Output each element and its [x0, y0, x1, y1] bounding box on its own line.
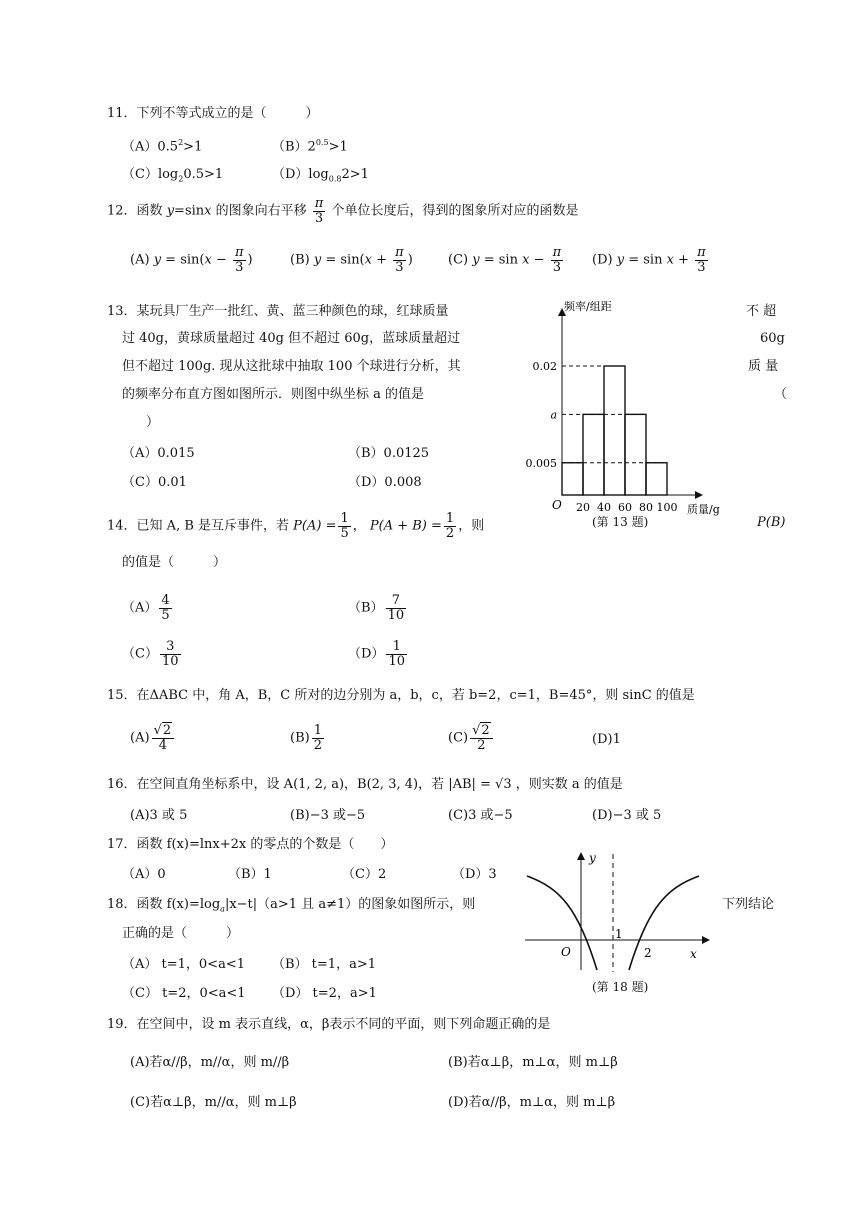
x-tick-60: 60 [618, 501, 632, 514]
q13-line3: 但不超过 100g. 现从这批球中抽取 100 个球进行分析，其 [122, 359, 461, 374]
q16-option-d: (D)−3 或 5 [592, 808, 662, 823]
q18-option-d: （D） t=2，a>1 [272, 986, 377, 1001]
q17-option-b: （B）1 [228, 867, 272, 882]
q13-line1: 13．某玩具厂生产一批红、黄、蓝三种颜色的球，红球质量 [107, 304, 449, 319]
q12-option-b: (B) y = sin(x + $\frac{\pi}{3}$ ) [290, 245, 413, 275]
q13-option-d: （D）0.008 [348, 475, 422, 490]
x-tick-80: 80 [639, 501, 653, 514]
x-axis-label: 质量/g [687, 503, 720, 516]
histogram-bar-80-100 [646, 463, 667, 495]
q15-option-a: (A) $\frac{√2}{4}$ [130, 724, 176, 752]
q12-option-c: (C) y = sin x − $\frac{\pi}{3}$ [448, 245, 562, 275]
q17-option-a: （A）0 [122, 867, 166, 882]
graph-origin-label: O [561, 945, 571, 959]
graph-x-label: x [690, 947, 697, 961]
q18-line1: 18．函数 $f(x)=\log_a|x-t|(a>1$ 且 a≠1）的图象如图所示，则 [107, 897, 476, 914]
q16-option-c: (C)3 或−5 [448, 808, 513, 823]
q14-option-b: （B） $\frac{7}{10}$ [348, 593, 405, 623]
q12-stem: 12．函数 y=sinx 的图象向右平移 $\frac{\pi}{3}$ 个单位长度后，得到的图象所对应的函数是 [107, 196, 579, 226]
q14-option-d: （D） $\frac{1}{10}$ [348, 639, 405, 669]
y-tick-1: a [550, 408, 557, 422]
q14-option-c: （C） $\frac{3}{10}$ [122, 639, 179, 669]
q13-line5: ） [146, 415, 160, 430]
q14-stem: 14．已知 A, B 是互斥事件，若 P(A) = $\frac{1}{5}$ ， P(A + B) = $\frac{1}{2}$ ，则 [107, 511, 485, 541]
q19-option-b: (B)若α⊥β，m⊥α，则 m⊥β [448, 1055, 618, 1070]
q13-line1-right: 不 超 [746, 304, 777, 319]
curve-right [629, 876, 699, 970]
q19-stem: 19．在空间中，设 m 表示直线，α，β表示不同的平面，则下列命题正确的是 [107, 1017, 551, 1032]
q16-stem: 16．在空间直角坐标系中，设 A(1, 2, a)，B(2, 3, 4)，若 |AB| = √3 ，则实数 a 的值是 [107, 777, 623, 792]
q15-option-b: (B) $\frac{1}{2}$ [290, 723, 322, 753]
q14-line2: 的值是（ ） [122, 555, 227, 570]
q13-line2: 过 40g，黄球质量超过 40g 但不超过 60g，蓝球质量超过 [122, 331, 461, 346]
q19-option-a: (A)若α//β，m//α，则 m//β [130, 1055, 290, 1070]
histogram-chart [505, 292, 720, 537]
x-tick-100: 100 [656, 501, 678, 514]
q13-line4: 的频率分布直方图如图所示．则图中纵坐标 a 的值是 [122, 387, 425, 402]
y-tick-0: 0.02 [532, 360, 557, 373]
q15-stem: 15．在ΔABC 中，角 A，B，C 所对的边分别为 a，b，c，若 b=2，c=1，B=45°，则 sinC 的值是 [107, 688, 695, 703]
q14-option-a: （A） $\frac{4}{5}$ [122, 593, 170, 623]
q13-line3-right: 质 量 [748, 359, 779, 374]
y-axis-label: 频率/组距 [564, 300, 612, 313]
q18-line2: 正确的是（ ） [122, 926, 240, 941]
q13-option-c: （C）0.01 [122, 475, 187, 490]
q13-option-a: （A）0.015 [122, 446, 195, 461]
q15-option-d: (D)1 [592, 732, 621, 747]
q19-option-d: (D)若α//β，m⊥α，则 m⊥β [448, 1095, 616, 1110]
x-tick-40: 40 [597, 501, 611, 514]
q16-option-b: (B)−3 或−5 [290, 808, 366, 823]
q13-line2-right: 60g [760, 331, 785, 346]
q18-option-a: （A） t=1，0<a<1 [122, 957, 245, 972]
histogram-bar-60-80 [625, 414, 646, 495]
q11-option-a: $(A)0.5^2>1$ [122, 138, 203, 155]
q12-option-d: (D) y = sin x + $\frac{\pi}{3}$ [592, 245, 706, 275]
q13-option-b: （B）0.0125 [348, 446, 430, 461]
histogram-bar-40-60 [604, 366, 625, 495]
q14-pb-label: P(B) [757, 515, 786, 530]
q17-option-c: （C）2 [342, 867, 387, 882]
histogram-bar-0-20 [562, 463, 583, 495]
q11-option-b: $(B)2^{0.5}>1$ [272, 138, 348, 155]
q12-option-a: (A) y = sin(x − $\frac{\pi}{3}$ ) [130, 245, 253, 275]
x-tick-20: 20 [576, 501, 590, 514]
q11-option-c: $(C)\log_20.5>1$ [122, 167, 224, 184]
q11-option-d: $(D)\log_{0.8}2>1$ [272, 167, 369, 184]
q16-option-a: (A)3 或 5 [130, 808, 188, 823]
q17-stem: 17．函数 f(x)=lnx+2x 的零点的个数是（ ） [107, 837, 394, 852]
graph-tick-2: 2 [644, 946, 652, 960]
q18-line1-right: 下列结论 [722, 897, 775, 912]
graph-tick-1: 1 [615, 927, 623, 941]
q11-stem: 11．下列不等式成立的是（ ） [107, 106, 319, 121]
q13-caption: (第 13 题) [592, 515, 649, 529]
q18-caption: (第 18 题) [592, 980, 649, 994]
histogram-bar-20-40 [583, 414, 604, 495]
origin-label: O [552, 498, 562, 512]
graph-y-label: y [589, 851, 596, 865]
y-tick-2: 0.005 [525, 456, 557, 470]
q13-line4-right: （ [774, 387, 788, 402]
q18-option-c: （C） t=2，0<a<1 [122, 986, 246, 1001]
q17-option-d: （D）3 [452, 867, 497, 882]
log-function-graph [520, 846, 720, 978]
q18-option-b: （B） t=1，a>1 [272, 957, 376, 972]
q15-option-c: (C) $\frac{√2}{2}$ [448, 724, 495, 752]
q19-option-c: (C)若α⊥β，m//α，则 m⊥β [130, 1095, 297, 1110]
